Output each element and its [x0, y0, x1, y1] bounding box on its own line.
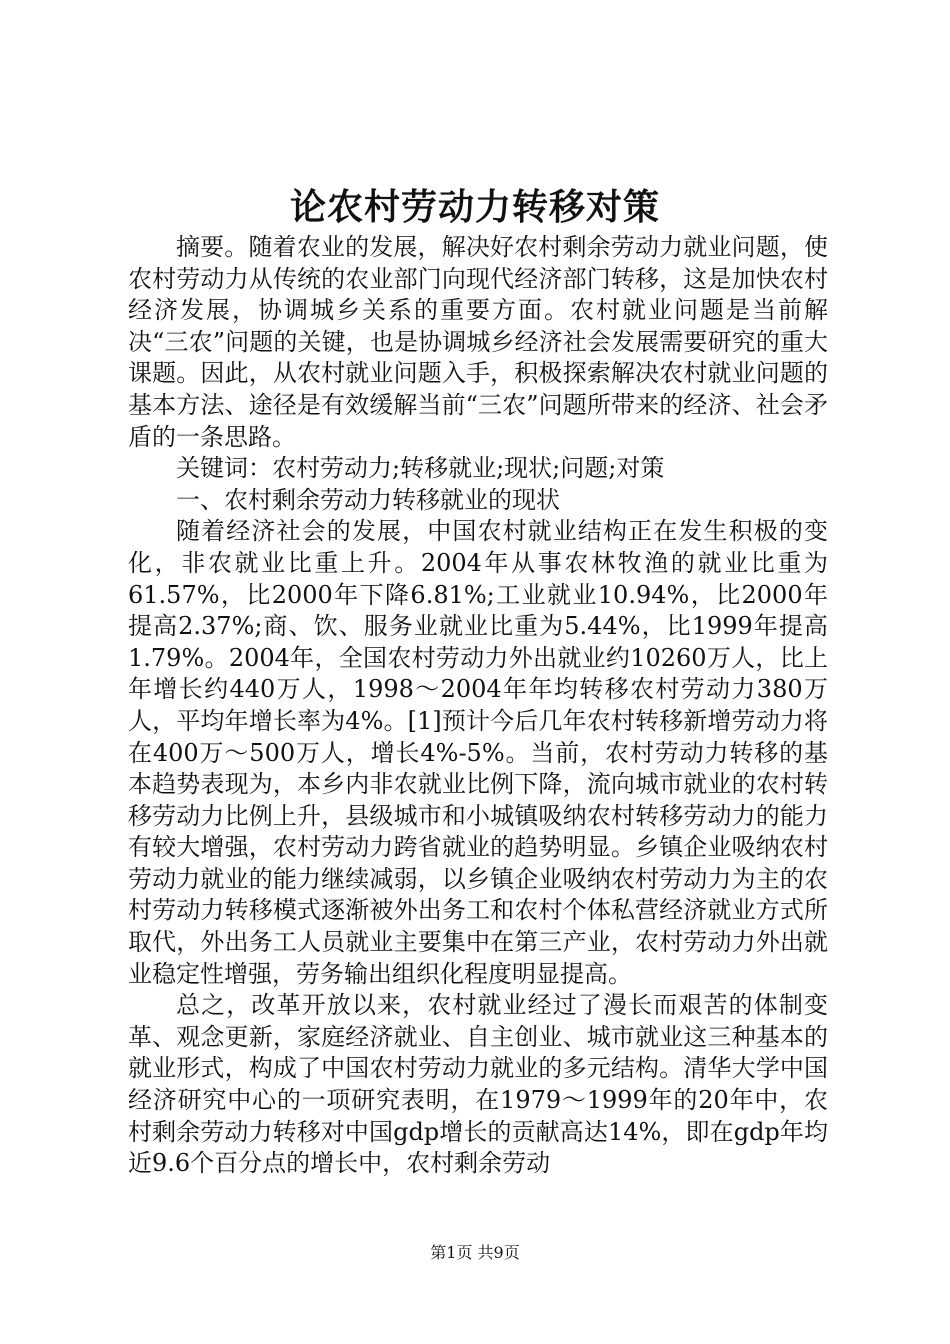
document-title: 论农村劳动力转移对策	[289, 187, 660, 228]
document-body	[128, 232, 828, 1180]
section-heading: 一、农村剩余劳动力转移就业的现状	[176, 485, 560, 514]
keywords-paragraph: 关键词：农村劳动力;转移就业;现状;问题;对策	[176, 454, 665, 483]
page-footer: 第1页 共9页	[430, 1243, 520, 1262]
body-paragraph: 随着经济社会的发展，中国农村就业结构正在发生积极的变化，非农就业比重上升。2004年从事农林牧渔的就业比重为61.57%，比2000年下降6.81%;工业就业10.94%，比2000年提高2.37%;商、饮、服务业就业比重为5.44%，比1999年提高1.79%。2004年，全国农村劳动力外出就业约10260万人，比上年增长约440万人，1998～2004年年均转移农村劳动力380万人，平均年增长率为4%。[1]预计今后几年农村转移新增劳动力将在400万～500万人，增长4%-5%。当前，农村劳动力转移的基本趋势表现为，本乡内非农就业比例下降，流向城市就业的农村转移劳动力比例上升，县级城市和小城镇吸纳农村转移劳动力的能力有较大增强，农村劳动力跨省就业的趋势明显。乡镇企业吸纳农村劳动力就业的能力继续减弱，以乡镇企业吸纳农村劳动力为主的农村劳动力转移模式逐渐被外出务工和农村个体私营经济就业方式所取代，外出务工人员就业主要集中在第三产业，农村劳动力外出就业稳定性增强，劳务输出组织化程度明显提高。	[128, 517, 828, 988]
body-paragraph: 总之，改革开放以来，农村就业经过了漫长而艰苦的体制变革、观念更新，家庭经济就业、自主创业、城市就业这三种基本的就业形式，构成了中国农村劳动力就业的多元结构。清华大学中国经济研究中心的一项研究表明，在1979～1999年的20年中，农村剩余劳动力转移对中国gdp增长的贡献高达14%，即在gdp年均近9.6个百分点的增长中，农村剩余劳动	[128, 991, 828, 1178]
abstract-paragraph: 摘要。随着农业的发展，解决好农村剩余劳动力就业问题，使农村劳动力从传统的农业部门向现代经济部门转移，这是加快农村经济发展，协调城乡关系的重要方面。农村就业问题是当前解决“三农”问题的关键，也是协调城乡经济社会发展需要研究的重大课题。因此，从农村就业问题入手，积极探索解决农村就业问题的基本方法、途径是有效缓解当前“三农”问题所带来的经济、社会矛盾的一条思路。	[128, 233, 828, 451]
